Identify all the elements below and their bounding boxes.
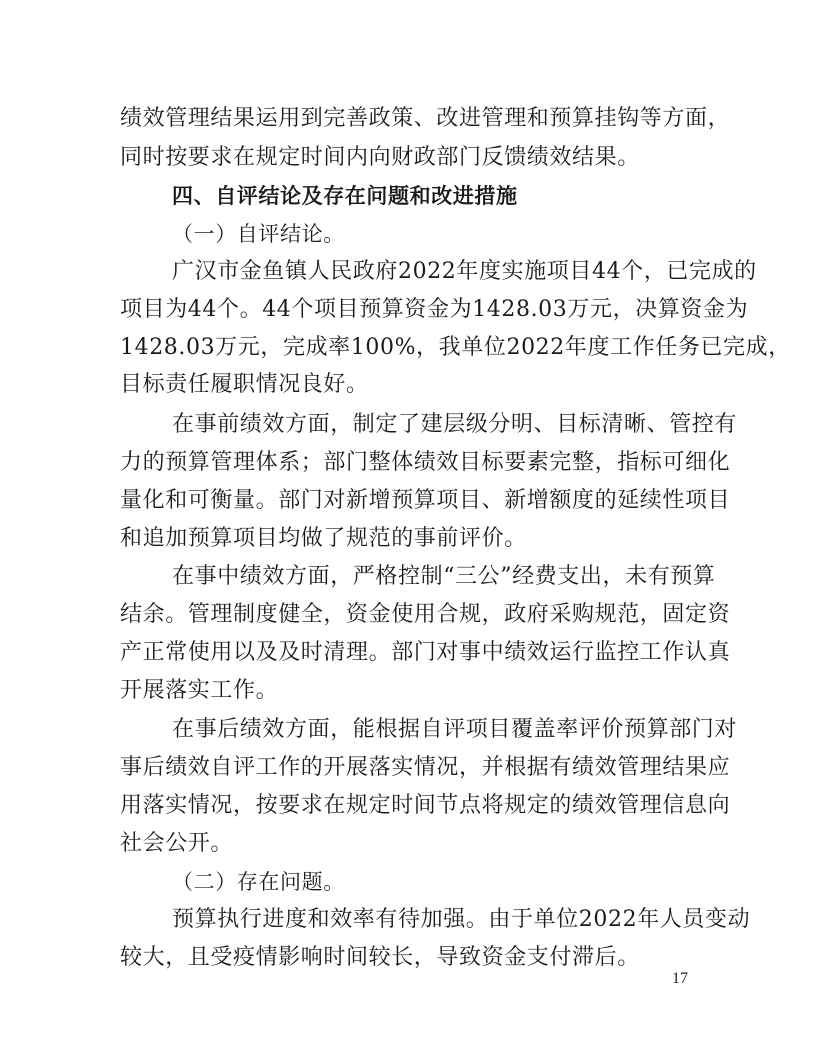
page-number: 17: [672, 970, 688, 987]
body-text-line: 同时按要求在规定时间内向财政部门反馈绩效结果。: [120, 145, 640, 170]
body-text-line: 结余。管理制度健全，资金使用合规，政府采购规范，固定资: [120, 602, 731, 627]
body-text-line: 较大，且受疫情影响时间较长，导致资金支付滞后。: [120, 945, 640, 970]
body-text-line: 广汉市金鱼镇人民政府2022年度实施项目44个，已完成的: [172, 259, 757, 284]
body-text-line: 产正常使用以及及时清理。部门对事中绩效运行监控工作认真: [120, 640, 731, 665]
subsection-heading: （二）存在问题。: [172, 870, 345, 894]
subsection-heading: （一）自评结论。: [172, 222, 345, 246]
body-text-line: 1428.03万元，完成率100%，我单位2022年度工作任务已完成，: [120, 335, 791, 360]
body-text-line: 在事中绩效方面，严格控制“三公”经费支出，未有预算: [172, 564, 716, 589]
body-text-line: 用落实情况，按要求在规定时间节点将规定的绩效管理信息向: [120, 793, 731, 818]
body-text-line: 目标责任履职情况良好。: [120, 372, 369, 397]
body-text-line: 在事前绩效方面，制定了建层级分明、目标清晰、管控有: [172, 412, 738, 437]
body-text-line: 项目为44个。44个项目预算资金为1428.03万元，决算资金为: [120, 297, 749, 322]
body-text-line: 预算执行进度和效率有待加强。由于单位2022年人员变动: [172, 907, 751, 932]
body-text-line: 在事后绩效方面，能根据自评项目覆盖率评价预算部门对: [172, 717, 738, 742]
section-heading: 四、自评结论及存在问题和改进措施: [172, 184, 518, 208]
body-text-line: 社会公开。: [120, 831, 234, 856]
body-text-line: 事后绩效自评工作的开展落实情况，并根据有绩效管理结果应: [120, 755, 731, 780]
body-text-line: 绩效管理结果运用到完善政策、改进管理和预算挂钩等方面，: [120, 106, 731, 131]
body-text-line: 力的预算管理体系；部门整体绩效目标要素完整，指标可细化: [120, 450, 731, 475]
body-text-line: 开展落实工作。: [120, 678, 279, 703]
body-text-line: 量化和可衡量。部门对新增预算项目、新增额度的延续性项目: [120, 488, 731, 513]
body-text-line: 和追加预算项目均做了规范的事前评价。: [120, 526, 527, 551]
